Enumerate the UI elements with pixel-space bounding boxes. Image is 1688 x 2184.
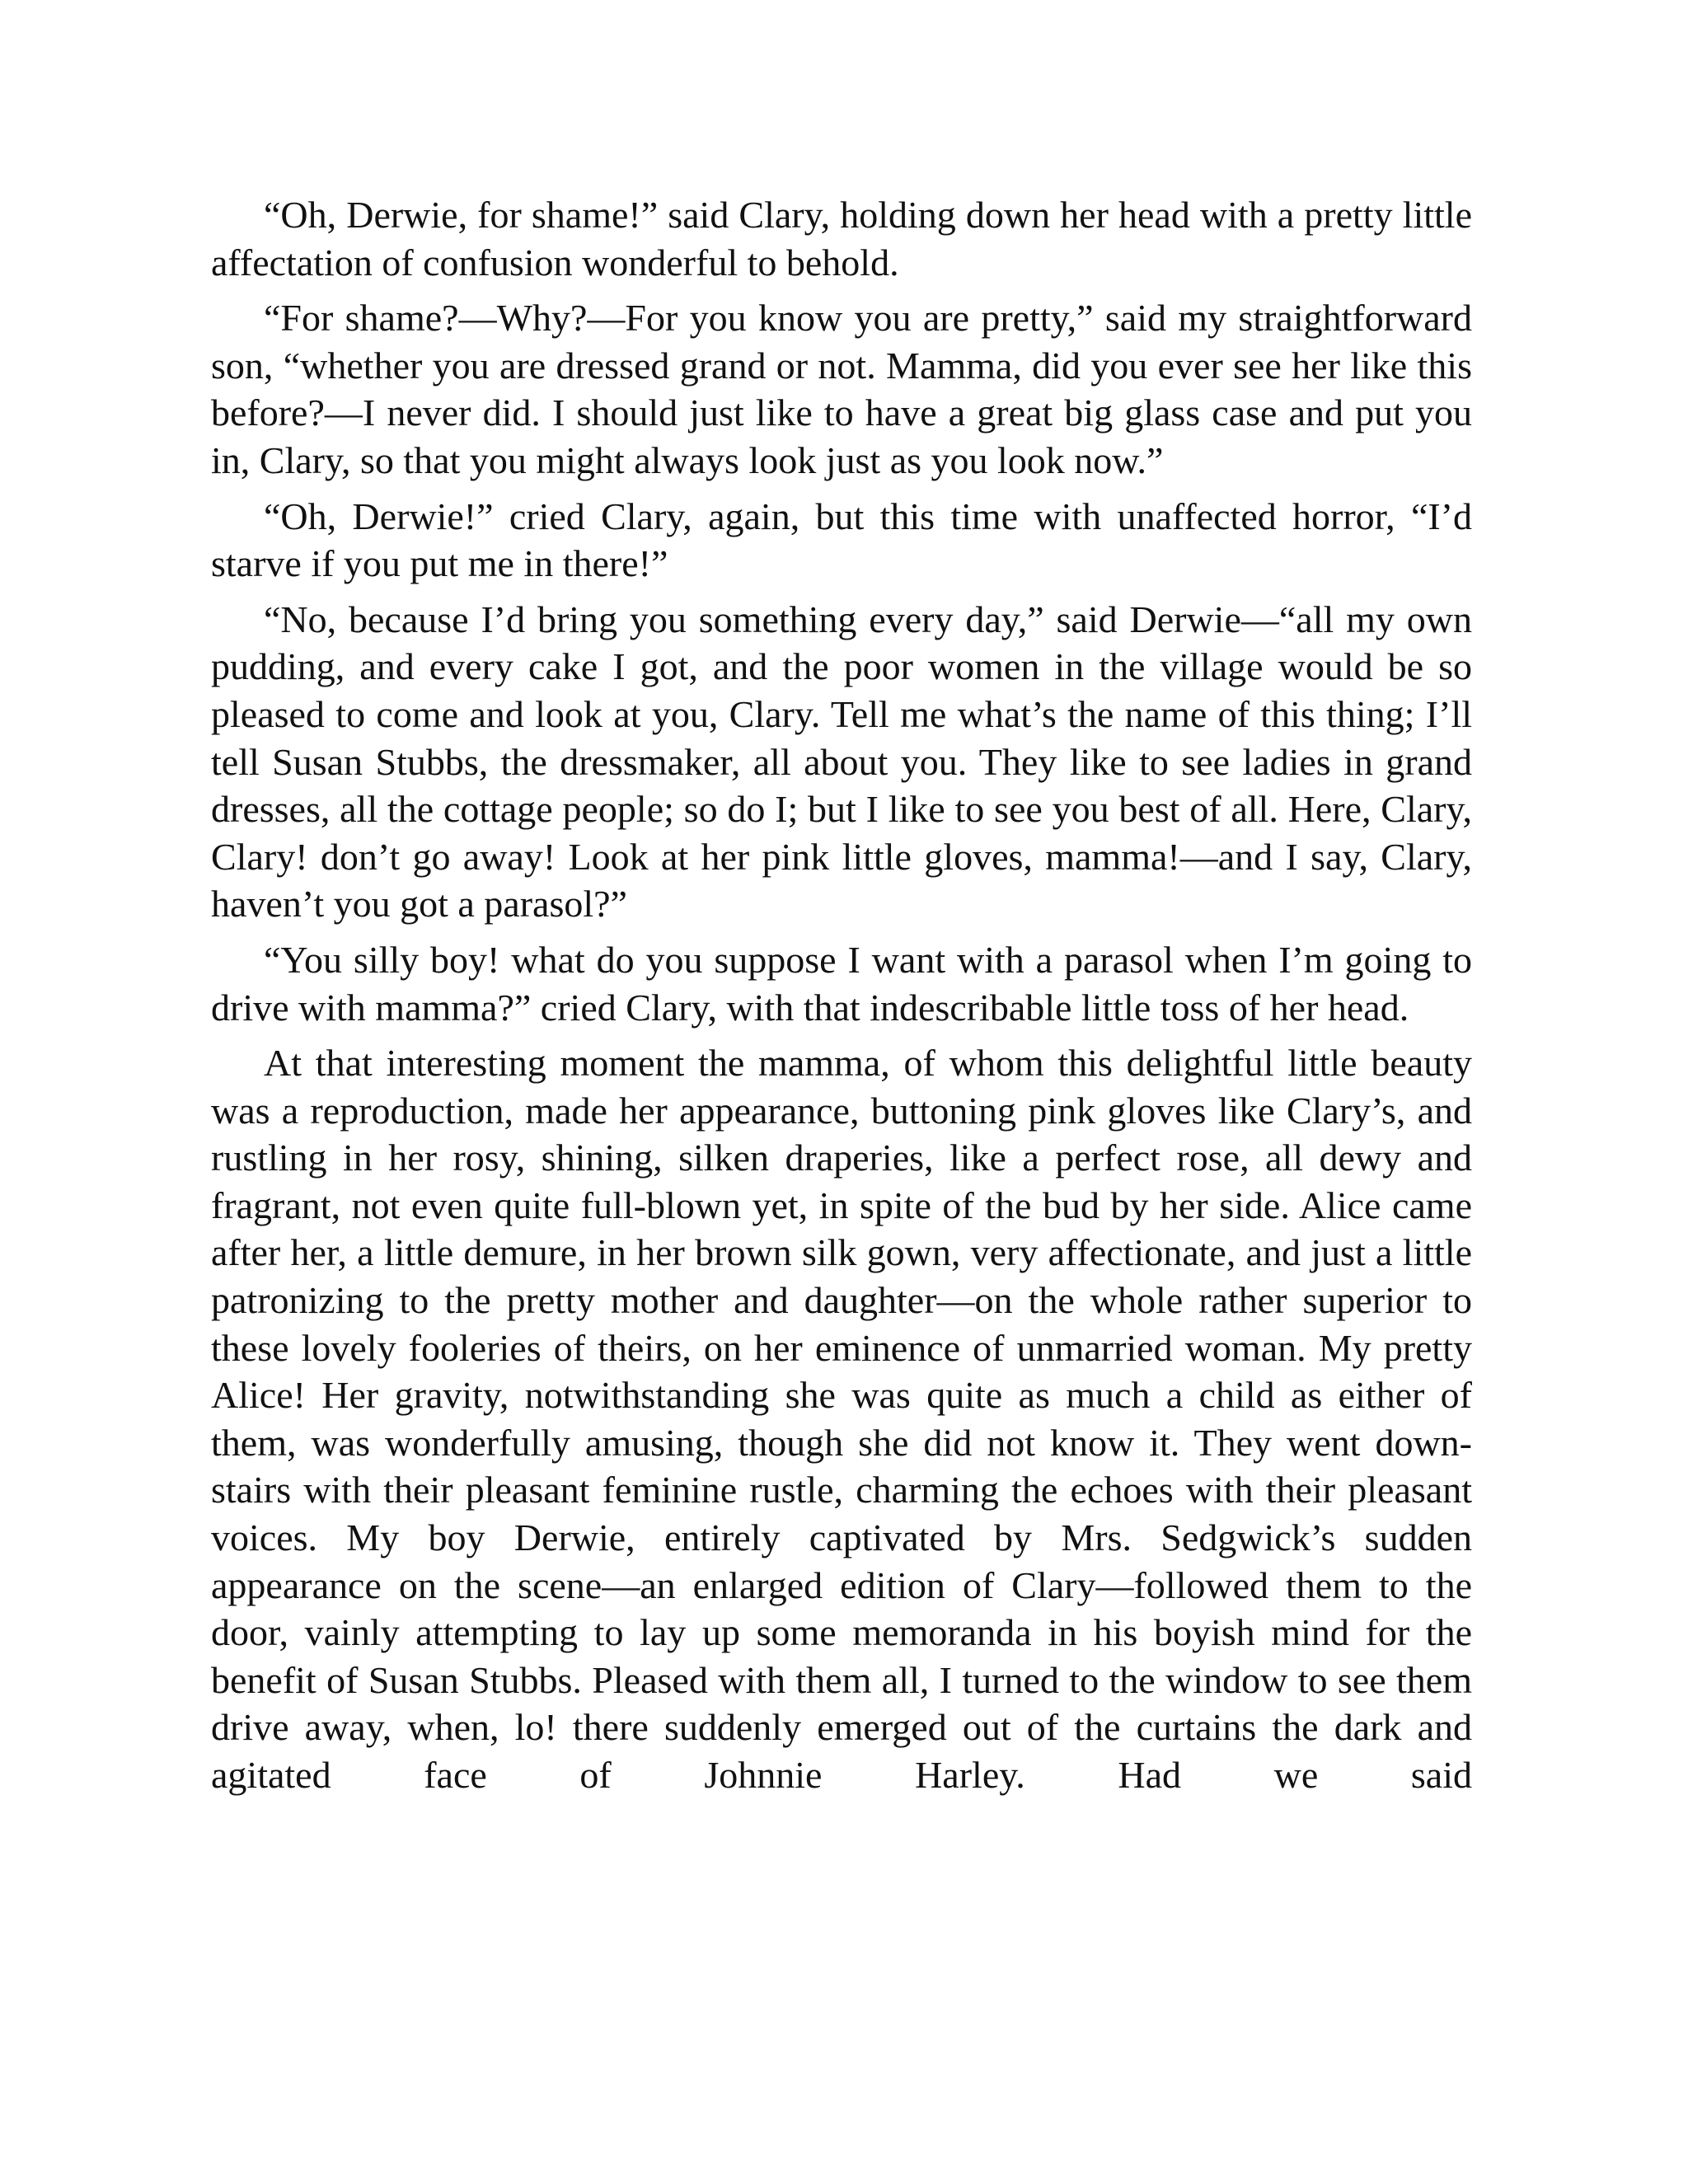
body-text: [211, 191, 1472, 1807]
paragraph-5: “You silly boy! what do you suppose I want with a parasol when I’m going to drive with mamma?” cried Clary, with that indescribable little toss of her head.: [211, 938, 1472, 1029]
paragraph-3: “Oh, Derwie!” cried Clary, again, but this time with unaffected horror, “I’d starve if you put me in there!”: [211, 494, 1472, 585]
paragraph-1: “Oh, Derwie, for shame!” said Clary, holding down her head with a pretty little affectation of confusion wonderful to behold.: [211, 194, 1472, 284]
paragraph-4: “No, because I’d bring you something every day,” said Derwie—“all my own pudding, and every cake I got, and the poor women in the village would be so pleased to come and look at you, Clary. Tell me what’s the name of this thing; I’ll tell Susan Stubbs, the dressmaker, all about you. They like to see ladies in grand dresses, all the cottage people; so do I; but I like to see you best of all. Here, Clary, Clary! don’t go away! Look at her pink little gloves, mamma!—and I say, Clary, haven’t you got a parasol?”: [211, 598, 1472, 926]
paragraph-2: “For shame?—Why?—For you know you are pretty,” said my straightforward son, “whether you are dressed grand or not. Mamma, did you ever see her like this before?—I never did. I should just like to have a great big glass case and put you in, Clary, so that you might always look just as you look now.”: [211, 297, 1472, 481]
paragraph-6: At that interesting moment the mamma, of whom this delightful little beauty was a reproduction, made her appearance, buttoning pink gloves like Clary’s, and rustling in her rosy, shining, silken draperies, like a perfect rose, all dewy and fragrant, not even quite full-blown yet, in spite of the bud by her side. Alice came after her, a little demure, in her brown silk gown, very affectionate, and just a little patronizing to the pretty mother and daughter—on the whole rather superior to these lovely fooleries of theirs, on her eminence of unmarried woman. My pretty Alice! Her gravity, notwithstanding she was quite as much a child as either of them, was wonderfully amusing, though she did not know it. They went down-stairs with their pleasant feminine rustle, charming the echoes with their pleasant voices. My boy Derwie, entirely captivated by Mrs. Sedgwick’s sudden appearance on the scene—an enlarged edition of Clary—followed them to the door, vainly attempting to lay up some memoranda in his boyish mind for the benefit of Susan Stubbs. Pleased with them all, I turned to the window to see them drive away, when, lo! there suddenly emerged out of the curtains the dark and agitated face of Johnnie Harley. Had we said: [211, 1042, 1472, 1796]
